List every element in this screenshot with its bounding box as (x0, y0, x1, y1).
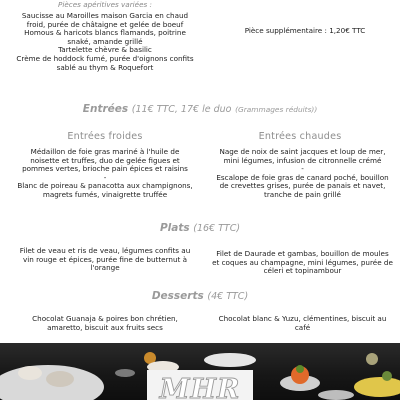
hot-entrees-list (205, 148, 400, 200)
menu-separator: - (103, 172, 107, 182)
plats-right-list (205, 250, 400, 276)
aperitif-item: Crème de hoddock fumé, purée d'oignons confits (16, 53, 194, 63)
cold-entrees-title: Entrées froides (67, 131, 143, 142)
aperitif-extra-price: Pièce supplémentaire : 1,20€ TTC (244, 26, 366, 35)
entrees-section-title (0, 103, 400, 115)
menu-line: magrets fumés, vinaigrette truffée (42, 189, 168, 199)
garnish-shape (354, 377, 400, 397)
plats-section-title (0, 222, 400, 234)
menu-line: Escalope de foie gras de canard poché, bouillon (216, 172, 389, 182)
menu-line: vin rouge et épices, purée fine de butternut à (22, 254, 188, 264)
menu-line: tranche de pain grillé (264, 189, 341, 199)
menu-line: Blanc de poireau & panacotta aux champignons, (17, 181, 193, 191)
cold-entrees-list (0, 148, 210, 200)
spoon-shape (318, 390, 354, 400)
menu-line: mini légumes, infusion de citronnelle crémé (223, 155, 382, 165)
aperitif-item: snaké, amande grillé (67, 36, 143, 46)
menu-line: l'orange (90, 263, 120, 273)
garnish-shape (18, 366, 42, 380)
menu-line: céleri et topinambour (263, 266, 342, 276)
aperitif-item: Saucisse au Maroilles maison Garcia en chaud (21, 11, 189, 20)
menu-line: Filet de Daurade et gambas, bouillon de moules (216, 249, 389, 258)
plats-price: (16€ TTC) (193, 223, 241, 234)
menu-separator: - (301, 164, 304, 174)
menu-line: Médaillon de foie gras mariné à l'huile de (30, 147, 180, 156)
aperitif-heading: Pièces apéritives variées : (58, 0, 152, 9)
menu-line: de crevettes grises, purée de panais et navet, (219, 181, 386, 191)
spoon-shape (115, 369, 135, 377)
desserts-price: (4€ TTC) (207, 291, 249, 302)
plats-left-list (0, 247, 210, 273)
aperitif-item: sablé au thym & Roquefort (56, 62, 154, 72)
menu-line: Chocolat blanc & Yuzu, clémentines, biscuit au (218, 314, 387, 323)
plats-title: Plats (159, 222, 190, 234)
desserts-title: Desserts (151, 290, 204, 302)
entrees-price: (11€ TTC, 17€ le duo (131, 104, 232, 115)
aperitif-item: Homous & haricots blancs flamands, poitrine (24, 28, 186, 38)
garnish-shape (366, 353, 378, 365)
menu-line: Chocolat Guanaja & poires bon chrétien, (32, 314, 178, 323)
desserts-section-title (0, 290, 400, 302)
menu-line: café (294, 322, 311, 332)
menu-line: Nage de noix de saint jacques et loup de mer, (219, 147, 386, 156)
mhr-logo-text: MHR (159, 374, 241, 400)
aperitif-item: Tartelette chèvre & basilic (58, 45, 152, 55)
menu-line: et coques au champagne, mini légumes, purée de (212, 257, 393, 267)
garnish-shape (46, 371, 74, 387)
menu-line: pommes vertes, brioche pain épices et raisins (22, 164, 188, 174)
mhr-logo (147, 370, 253, 400)
aperitif-item: froid, purée de châtaigne et gelée de boeuf (26, 19, 184, 29)
menu-line: amaretto, biscuit aux fruits secs (47, 322, 163, 332)
desserts-right-list (205, 315, 400, 332)
desserts-left-list (0, 315, 210, 332)
menu-line: Filet de veau et ris de veau, légumes confits au (19, 246, 191, 255)
spoon-shape (204, 353, 256, 367)
menu-line: noisette et truffes, duo de gelée figues et (30, 155, 180, 165)
aperitif-list (0, 12, 210, 72)
garnish-shape (296, 365, 304, 373)
entrees-title: Entrées (82, 103, 129, 115)
hot-entrees-title: Entrées chaudes (258, 131, 342, 142)
entrees-note: (Grammages réduits)) (235, 105, 318, 114)
garnish-shape (382, 371, 392, 381)
